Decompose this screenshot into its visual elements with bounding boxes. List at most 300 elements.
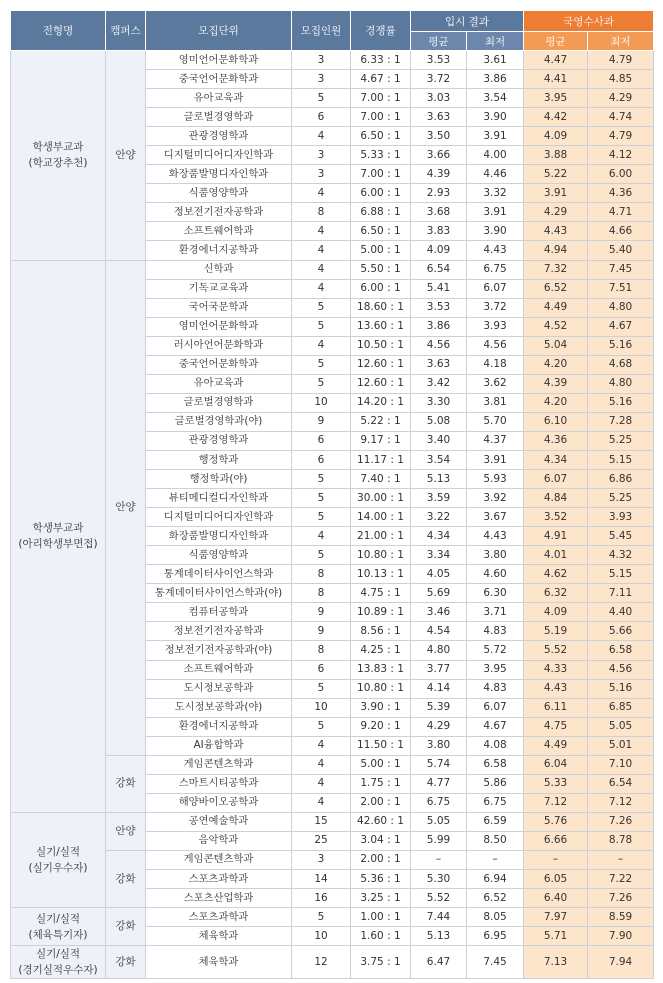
- ratio-cell: 10.80 : 1: [351, 546, 411, 565]
- result-avg-cell: 5.08: [411, 412, 467, 431]
- national-min-cell: 6.54: [588, 774, 654, 793]
- dept-cell: 정보전기전자공학과: [146, 203, 292, 222]
- national-min-cell: 4.74: [588, 108, 654, 127]
- quota-cell: 5: [292, 908, 351, 927]
- result-min-cell: 4.67: [467, 717, 524, 736]
- admission-type-cell: 실기/실적 (실기우수자): [11, 812, 106, 907]
- ratio-cell: 3.04 : 1: [351, 831, 411, 850]
- result-min-cell: 4.08: [467, 736, 524, 755]
- national-avg-cell: 4.49: [524, 298, 588, 317]
- result-avg-cell: 4.54: [411, 622, 467, 641]
- result-min-cell: 3.90: [467, 222, 524, 241]
- national-min-cell: 7.94: [588, 946, 654, 979]
- quota-cell: 6: [292, 431, 351, 450]
- dept-cell: 화장품발명디자인학과: [146, 527, 292, 546]
- result-avg-cell: 4.34: [411, 527, 467, 546]
- dept-cell: 체육학과: [146, 946, 292, 979]
- national-min-cell: 7.11: [588, 584, 654, 603]
- result-avg-cell: 5.74: [411, 755, 467, 774]
- dept-cell: 중국언어문화학과: [146, 355, 292, 374]
- ratio-cell: 14.00 : 1: [351, 508, 411, 527]
- result-min-cell: 4.46: [467, 165, 524, 184]
- result-min-cell: 6.07: [467, 698, 524, 717]
- result-avg-cell: 3.03: [411, 89, 467, 108]
- ratio-cell: 14.20 : 1: [351, 393, 411, 412]
- header-result-avg: 평균: [411, 32, 467, 51]
- ratio-cell: 10.50 : 1: [351, 336, 411, 355]
- dept-cell: 디지털미디어디자인학과: [146, 508, 292, 527]
- national-min-cell: 4.79: [588, 127, 654, 146]
- quota-cell: 10: [292, 698, 351, 717]
- national-min-cell: 4.67: [588, 317, 654, 336]
- result-min-cell: 3.72: [467, 298, 524, 317]
- ratio-cell: 3.25 : 1: [351, 889, 411, 908]
- result-avg-cell: 3.83: [411, 222, 467, 241]
- national-avg-cell: 4.29: [524, 203, 588, 222]
- national-avg-cell: 5.19: [524, 622, 588, 641]
- ratio-cell: 6.00 : 1: [351, 184, 411, 203]
- dept-cell: 컴퓨터공학과: [146, 603, 292, 622]
- quota-cell: 9: [292, 412, 351, 431]
- result-min-cell: 3.86: [467, 70, 524, 89]
- result-avg-cell: 3.72: [411, 70, 467, 89]
- result-avg-cell: 4.05: [411, 565, 467, 584]
- result-min-cell: 4.43: [467, 527, 524, 546]
- quota-cell: 5: [292, 489, 351, 508]
- national-min-cell: 8.59: [588, 908, 654, 927]
- dept-cell: 글로벌경영학과: [146, 108, 292, 127]
- national-min-cell: 4.12: [588, 146, 654, 165]
- ratio-cell: 9.20 : 1: [351, 717, 411, 736]
- admission-type-cell: 학생부교과 (아리학생부면접): [11, 260, 106, 812]
- quota-cell: 4: [292, 527, 351, 546]
- result-avg-cell: 5.39: [411, 698, 467, 717]
- ratio-cell: 6.50 : 1: [351, 127, 411, 146]
- result-avg-cell: 3.63: [411, 355, 467, 374]
- national-avg-cell: 4.94: [524, 241, 588, 260]
- quota-cell: 3: [292, 146, 351, 165]
- quota-cell: 3: [292, 165, 351, 184]
- national-avg-cell: 4.47: [524, 51, 588, 70]
- dept-cell: 신학과: [146, 260, 292, 279]
- national-min-cell: 7.51: [588, 279, 654, 298]
- result-avg-cell: 3.53: [411, 51, 467, 70]
- result-avg-cell: 6.54: [411, 260, 467, 279]
- dept-cell: 화장품발명디자인학과: [146, 165, 292, 184]
- result-min-cell: 6.52: [467, 889, 524, 908]
- national-min-cell: 5.16: [588, 336, 654, 355]
- national-min-cell: 5.16: [588, 679, 654, 698]
- dept-cell: 식품영양학과: [146, 546, 292, 565]
- ratio-cell: 42.60 : 1: [351, 812, 411, 831]
- result-avg-cell: 3.40: [411, 431, 467, 450]
- ratio-cell: 5.00 : 1: [351, 755, 411, 774]
- ratio-cell: 18.60 : 1: [351, 298, 411, 317]
- ratio-cell: 2.00 : 1: [351, 793, 411, 812]
- national-avg-cell: 4.36: [524, 431, 588, 450]
- quota-cell: 25: [292, 831, 351, 850]
- admission-results-table: [10, 10, 654, 979]
- ratio-cell: 11.50 : 1: [351, 736, 411, 755]
- ratio-cell: 8.56 : 1: [351, 622, 411, 641]
- quota-cell: 4: [292, 279, 351, 298]
- header-national: 국영수사과: [524, 11, 654, 32]
- dept-cell: 스마트시티공학과: [146, 774, 292, 793]
- result-avg-cell: 4.09: [411, 241, 467, 260]
- national-min-cell: 5.15: [588, 565, 654, 584]
- result-min-cell: 6.95: [467, 927, 524, 946]
- campus-cell: 안양: [106, 51, 146, 261]
- ratio-cell: 6.50 : 1: [351, 222, 411, 241]
- national-avg-cell: 4.42: [524, 108, 588, 127]
- result-min-cell: 6.07: [467, 279, 524, 298]
- ratio-cell: 4.25 : 1: [351, 641, 411, 660]
- national-avg-cell: –: [524, 850, 588, 869]
- result-avg-cell: 6.75: [411, 793, 467, 812]
- result-min-cell: 4.83: [467, 622, 524, 641]
- national-avg-cell: 3.91: [524, 184, 588, 203]
- result-min-cell: 3.93: [467, 317, 524, 336]
- campus-cell: 안양: [106, 812, 146, 850]
- campus-cell: 안양: [106, 260, 146, 755]
- dept-cell: 환경에너지공학과: [146, 717, 292, 736]
- result-avg-cell: 6.47: [411, 946, 467, 979]
- result-min-cell: 3.71: [467, 603, 524, 622]
- ratio-cell: 6.00 : 1: [351, 279, 411, 298]
- national-min-cell: 8.78: [588, 831, 654, 850]
- national-min-cell: 7.90: [588, 927, 654, 946]
- quota-cell: 9: [292, 622, 351, 641]
- dept-cell: 식품영양학과: [146, 184, 292, 203]
- result-avg-cell: 5.41: [411, 279, 467, 298]
- result-avg-cell: 3.22: [411, 508, 467, 527]
- header-result-min: 최저: [467, 32, 524, 51]
- ratio-cell: 10.89 : 1: [351, 603, 411, 622]
- national-avg-cell: 4.43: [524, 222, 588, 241]
- national-min-cell: 4.29: [588, 89, 654, 108]
- result-min-cell: –: [467, 850, 524, 869]
- campus-cell: 강화: [106, 850, 146, 907]
- quota-cell: 5: [292, 546, 351, 565]
- quota-cell: 4: [292, 241, 351, 260]
- admission-type-cell: 학생부교과 (학교장추천): [11, 51, 106, 261]
- national-min-cell: 7.12: [588, 793, 654, 812]
- national-avg-cell: 6.07: [524, 470, 588, 489]
- ratio-cell: 5.00 : 1: [351, 241, 411, 260]
- dept-cell: 게임콘텐츠학과: [146, 755, 292, 774]
- dept-cell: 디지털미디어디자인학과: [146, 146, 292, 165]
- result-min-cell: 4.37: [467, 431, 524, 450]
- national-avg-cell: 5.76: [524, 812, 588, 831]
- result-avg-cell: 5.30: [411, 870, 467, 889]
- result-avg-cell: 5.69: [411, 584, 467, 603]
- quota-cell: 15: [292, 812, 351, 831]
- quota-cell: 4: [292, 336, 351, 355]
- table-row: [11, 812, 654, 831]
- national-avg-cell: 4.49: [524, 736, 588, 755]
- table-row: [11, 908, 654, 927]
- table-row: [11, 755, 654, 774]
- ratio-cell: 11.17 : 1: [351, 450, 411, 469]
- result-avg-cell: 5.52: [411, 889, 467, 908]
- dept-cell: 영미언어문화학과: [146, 317, 292, 336]
- national-avg-cell: 6.10: [524, 412, 588, 431]
- dept-cell: 스포츠과학과: [146, 870, 292, 889]
- result-avg-cell: 3.30: [411, 393, 467, 412]
- result-min-cell: 3.95: [467, 660, 524, 679]
- result-min-cell: 4.56: [467, 336, 524, 355]
- result-avg-cell: 5.05: [411, 812, 467, 831]
- result-min-cell: 6.59: [467, 812, 524, 831]
- ratio-cell: 3.90 : 1: [351, 698, 411, 717]
- quota-cell: 5: [292, 374, 351, 393]
- header-quota: 모집인원: [292, 11, 351, 51]
- ratio-cell: 1.75 : 1: [351, 774, 411, 793]
- national-avg-cell: 6.05: [524, 870, 588, 889]
- result-avg-cell: 3.34: [411, 546, 467, 565]
- ratio-cell: 6.33 : 1: [351, 51, 411, 70]
- table-body: [11, 51, 654, 979]
- quota-cell: 10: [292, 393, 351, 412]
- national-min-cell: 5.15: [588, 450, 654, 469]
- ratio-cell: 4.67 : 1: [351, 70, 411, 89]
- dept-cell: 글로벌경영학과(야): [146, 412, 292, 431]
- quota-cell: 5: [292, 717, 351, 736]
- quota-cell: 6: [292, 108, 351, 127]
- result-min-cell: 4.60: [467, 565, 524, 584]
- table-row: [11, 260, 654, 279]
- ratio-cell: 10.80 : 1: [351, 679, 411, 698]
- national-min-cell: 4.79: [588, 51, 654, 70]
- national-avg-cell: 5.04: [524, 336, 588, 355]
- result-avg-cell: 4.80: [411, 641, 467, 660]
- quota-cell: 5: [292, 355, 351, 374]
- header-result: 입시 결과: [411, 11, 524, 32]
- quota-cell: 8: [292, 565, 351, 584]
- quota-cell: 5: [292, 679, 351, 698]
- national-avg-cell: 4.91: [524, 527, 588, 546]
- table-row: [11, 51, 654, 70]
- dept-cell: 러시아언어문화학과: [146, 336, 292, 355]
- quota-cell: 8: [292, 641, 351, 660]
- admission-type-cell: 실기/실적 (체육특기자): [11, 908, 106, 946]
- dept-cell: 국어국문학과: [146, 298, 292, 317]
- quota-cell: 5: [292, 89, 351, 108]
- result-min-cell: 3.90: [467, 108, 524, 127]
- national-avg-cell: 4.01: [524, 546, 588, 565]
- ratio-cell: 2.00 : 1: [351, 850, 411, 869]
- result-avg-cell: 4.14: [411, 679, 467, 698]
- national-min-cell: 7.26: [588, 889, 654, 908]
- result-avg-cell: 3.80: [411, 736, 467, 755]
- national-min-cell: 4.66: [588, 222, 654, 241]
- result-avg-cell: 4.29: [411, 717, 467, 736]
- result-avg-cell: 5.13: [411, 927, 467, 946]
- dept-cell: 음악학과: [146, 831, 292, 850]
- result-avg-cell: 3.63: [411, 108, 467, 127]
- national-min-cell: 4.68: [588, 355, 654, 374]
- quota-cell: 4: [292, 793, 351, 812]
- result-min-cell: 7.45: [467, 946, 524, 979]
- quota-cell: 6: [292, 450, 351, 469]
- result-min-cell: 8.05: [467, 908, 524, 927]
- ratio-cell: 12.60 : 1: [351, 355, 411, 374]
- national-min-cell: 7.45: [588, 260, 654, 279]
- national-avg-cell: 4.62: [524, 565, 588, 584]
- result-avg-cell: 3.42: [411, 374, 467, 393]
- result-avg-cell: 5.99: [411, 831, 467, 850]
- quota-cell: 3: [292, 51, 351, 70]
- result-min-cell: 5.70: [467, 412, 524, 431]
- result-min-cell: 4.83: [467, 679, 524, 698]
- national-min-cell: 4.36: [588, 184, 654, 203]
- result-min-cell: 4.00: [467, 146, 524, 165]
- dept-cell: 도시정보공학과(야): [146, 698, 292, 717]
- dept-cell: 게임콘텐츠학과: [146, 850, 292, 869]
- national-avg-cell: 5.22: [524, 165, 588, 184]
- national-min-cell: 5.66: [588, 622, 654, 641]
- result-avg-cell: 4.56: [411, 336, 467, 355]
- ratio-cell: 13.60 : 1: [351, 317, 411, 336]
- dept-cell: 소프트웨어학과: [146, 660, 292, 679]
- result-avg-cell: 3.59: [411, 489, 467, 508]
- national-min-cell: 6.85: [588, 698, 654, 717]
- dept-cell: 뷰티메디컬디자인학과: [146, 489, 292, 508]
- national-min-cell: 5.25: [588, 431, 654, 450]
- dept-cell: 해양바이오공학과: [146, 793, 292, 812]
- result-min-cell: 8.50: [467, 831, 524, 850]
- quota-cell: 4: [292, 260, 351, 279]
- result-avg-cell: 3.50: [411, 127, 467, 146]
- result-avg-cell: 3.86: [411, 317, 467, 336]
- ratio-cell: 1.00 : 1: [351, 908, 411, 927]
- national-avg-cell: 7.12: [524, 793, 588, 812]
- dept-cell: 영미언어문화학과: [146, 51, 292, 70]
- ratio-cell: 10.13 : 1: [351, 565, 411, 584]
- national-avg-cell: 6.40: [524, 889, 588, 908]
- national-avg-cell: 4.34: [524, 450, 588, 469]
- result-avg-cell: 4.77: [411, 774, 467, 793]
- campus-cell: 강화: [106, 908, 146, 946]
- national-min-cell: 7.22: [588, 870, 654, 889]
- dept-cell: 기독교교육과: [146, 279, 292, 298]
- result-avg-cell: 7.44: [411, 908, 467, 927]
- ratio-cell: 5.22 : 1: [351, 412, 411, 431]
- quota-cell: 4: [292, 736, 351, 755]
- dept-cell: 통계데이터사이언스학과: [146, 565, 292, 584]
- header-type: 전형명: [11, 11, 106, 51]
- national-min-cell: 6.86: [588, 470, 654, 489]
- quota-cell: 5: [292, 317, 351, 336]
- quota-cell: 3: [292, 850, 351, 869]
- ratio-cell: 7.00 : 1: [351, 108, 411, 127]
- national-avg-cell: 3.95: [524, 89, 588, 108]
- national-avg-cell: 6.11: [524, 698, 588, 717]
- national-avg-cell: 5.33: [524, 774, 588, 793]
- result-min-cell: 6.75: [467, 793, 524, 812]
- ratio-cell: 5.36 : 1: [351, 870, 411, 889]
- table-row: [11, 946, 654, 979]
- national-min-cell: 4.71: [588, 203, 654, 222]
- ratio-cell: 7.00 : 1: [351, 89, 411, 108]
- national-avg-cell: 7.32: [524, 260, 588, 279]
- quota-cell: 9: [292, 603, 351, 622]
- national-min-cell: 7.10: [588, 755, 654, 774]
- result-min-cell: 5.93: [467, 470, 524, 489]
- dept-cell: 정보전기전자공학과: [146, 622, 292, 641]
- national-min-cell: 7.28: [588, 412, 654, 431]
- dept-cell: 도시정보공학과: [146, 679, 292, 698]
- quota-cell: 4: [292, 774, 351, 793]
- national-min-cell: 5.16: [588, 393, 654, 412]
- quota-cell: 10: [292, 927, 351, 946]
- ratio-cell: 1.60 : 1: [351, 927, 411, 946]
- quota-cell: 6: [292, 660, 351, 679]
- national-min-cell: 4.40: [588, 603, 654, 622]
- result-min-cell: 3.91: [467, 127, 524, 146]
- result-min-cell: 4.43: [467, 241, 524, 260]
- admission-type-cell: 실기/실적 (경기실적우수자): [11, 946, 106, 979]
- dept-cell: AI융합학과: [146, 736, 292, 755]
- result-min-cell: 6.94: [467, 870, 524, 889]
- quota-cell: 8: [292, 203, 351, 222]
- result-avg-cell: 2.93: [411, 184, 467, 203]
- dept-cell: 스포츠산업학과: [146, 889, 292, 908]
- national-min-cell: 4.85: [588, 70, 654, 89]
- national-min-cell: 5.01: [588, 736, 654, 755]
- dept-cell: 통계데이터사이언스학과(야): [146, 584, 292, 603]
- dept-cell: 행정학과(야): [146, 470, 292, 489]
- national-avg-cell: 4.20: [524, 355, 588, 374]
- national-min-cell: 5.25: [588, 489, 654, 508]
- result-min-cell: 3.54: [467, 89, 524, 108]
- national-min-cell: 3.93: [588, 508, 654, 527]
- result-min-cell: 5.72: [467, 641, 524, 660]
- result-min-cell: 4.18: [467, 355, 524, 374]
- dept-cell: 중국언어문화학과: [146, 70, 292, 89]
- ratio-cell: 30.00 : 1: [351, 489, 411, 508]
- national-avg-cell: 4.43: [524, 679, 588, 698]
- dept-cell: 글로벌경영학과: [146, 393, 292, 412]
- national-avg-cell: 4.39: [524, 374, 588, 393]
- header-national-avg: 평균: [524, 32, 588, 51]
- result-avg-cell: 3.77: [411, 660, 467, 679]
- national-avg-cell: 5.52: [524, 641, 588, 660]
- result-avg-cell: 3.53: [411, 298, 467, 317]
- national-avg-cell: 4.84: [524, 489, 588, 508]
- quota-cell: 5: [292, 298, 351, 317]
- result-min-cell: 3.62: [467, 374, 524, 393]
- national-min-cell: 6.00: [588, 165, 654, 184]
- national-min-cell: 4.32: [588, 546, 654, 565]
- dept-cell: 소프트웨어학과: [146, 222, 292, 241]
- campus-cell: 강화: [106, 946, 146, 979]
- national-min-cell: 5.45: [588, 527, 654, 546]
- ratio-cell: 21.00 : 1: [351, 527, 411, 546]
- quota-cell: 14: [292, 870, 351, 889]
- ratio-cell: 13.83 : 1: [351, 660, 411, 679]
- national-avg-cell: 3.88: [524, 146, 588, 165]
- campus-cell: 강화: [106, 755, 146, 812]
- result-min-cell: 3.61: [467, 51, 524, 70]
- header-dept: 모집단위: [146, 11, 292, 51]
- ratio-cell: 3.75 : 1: [351, 946, 411, 979]
- dept-cell: 유아교육과: [146, 89, 292, 108]
- header-campus: 캠퍼스: [106, 11, 146, 51]
- ratio-cell: 5.33 : 1: [351, 146, 411, 165]
- result-min-cell: 6.75: [467, 260, 524, 279]
- result-min-cell: 3.91: [467, 203, 524, 222]
